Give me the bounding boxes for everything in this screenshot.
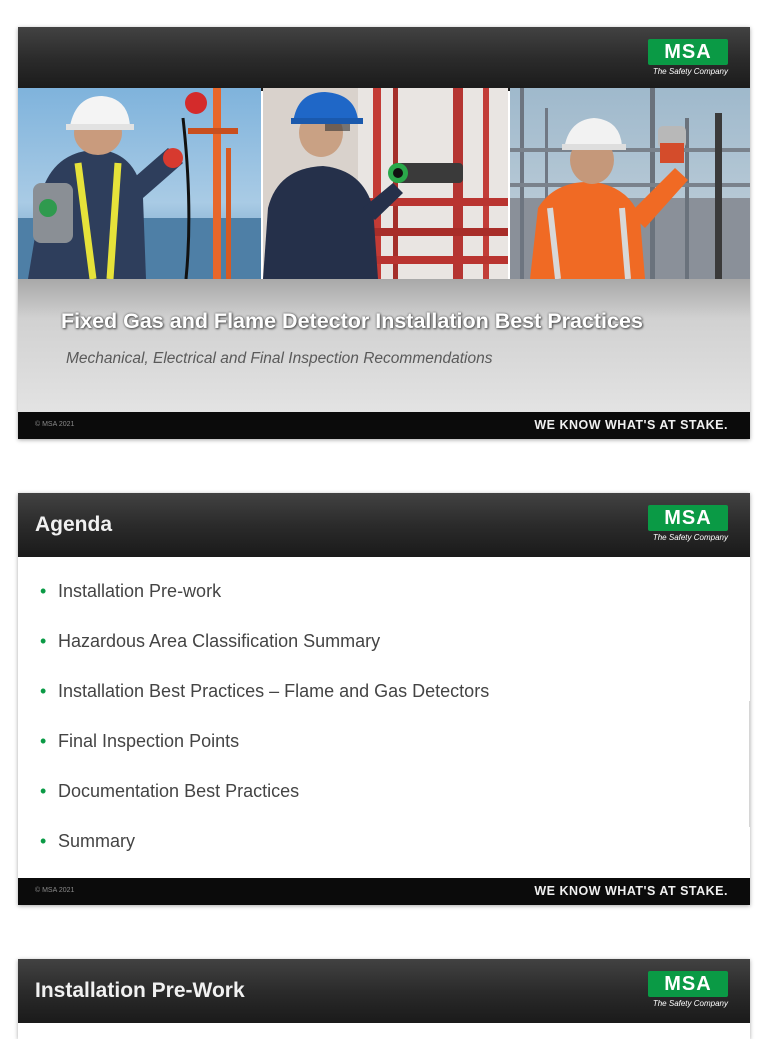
slide-title: Installation Pre-Work (35, 979, 245, 1002)
footer-tagline: WE KNOW WHAT'S AT STAKE. (534, 418, 728, 432)
presentation-subtitle: Mechanical, Electrical and Final Inspection Recommendations (66, 350, 493, 367)
agenda-list (40, 581, 489, 881)
slide-header-bar (18, 493, 750, 557)
agenda-item (40, 581, 489, 631)
logo-mark: MSA (648, 971, 728, 997)
agenda-item (40, 781, 489, 831)
agenda-item-text: Documentation Best Practices (58, 781, 300, 801)
logo-mark: MSA (648, 39, 728, 65)
agenda-item-text: Final Inspection Points (58, 731, 240, 751)
logo-mark: MSA (648, 505, 728, 531)
presentation-title: Fixed Gas and Flame Detector Installation Best Practices (61, 309, 643, 333)
worker-refinery-photo (263, 88, 508, 279)
msa-logo (648, 39, 728, 79)
slide-footer (18, 412, 750, 439)
agenda-item-text: Installation Best Practices – Flame and Gas Detectors (58, 681, 490, 701)
agenda-slide (18, 493, 750, 905)
agenda-item (40, 831, 489, 881)
bullet-icon: • (40, 581, 47, 601)
copyright-text: © MSA 2021 (35, 421, 75, 428)
slide-header-bar (18, 959, 750, 1023)
agenda-item-text: Summary (58, 831, 136, 851)
slide-title: Agenda (35, 513, 113, 536)
msa-logo (648, 971, 728, 1011)
footer-tagline: WE KNOW WHAT'S AT STAKE. (534, 884, 728, 898)
logo-tagline: The Safety Company (652, 999, 728, 1008)
header-photo-strip (18, 88, 750, 279)
worker-harness-photo (18, 88, 261, 279)
agenda-item (40, 731, 489, 781)
bullet-icon: • (40, 781, 47, 801)
bullet-icon: • (40, 731, 47, 751)
logo-tagline: The Safety Company (652, 67, 728, 76)
agenda-item-text: Installation Pre-work (58, 581, 222, 601)
msa-logo (648, 505, 728, 545)
bullet-icon: • (40, 831, 47, 851)
logo-tagline: The Safety Company (652, 533, 728, 542)
title-slide (18, 27, 750, 439)
agenda-item-text: Hazardous Area Classification Summary (58, 631, 381, 651)
slide-footer (18, 878, 750, 905)
bullet-icon: • (40, 631, 47, 651)
title-band (18, 279, 750, 412)
installation-prework-slide (18, 959, 750, 1039)
divider (749, 701, 750, 827)
copyright-text: © MSA 2021 (35, 887, 75, 894)
worker-orange-photo (510, 88, 750, 279)
bullet-icon: • (40, 681, 47, 701)
slide-header-bar (18, 27, 750, 91)
agenda-item (40, 681, 489, 731)
agenda-item (40, 631, 489, 681)
